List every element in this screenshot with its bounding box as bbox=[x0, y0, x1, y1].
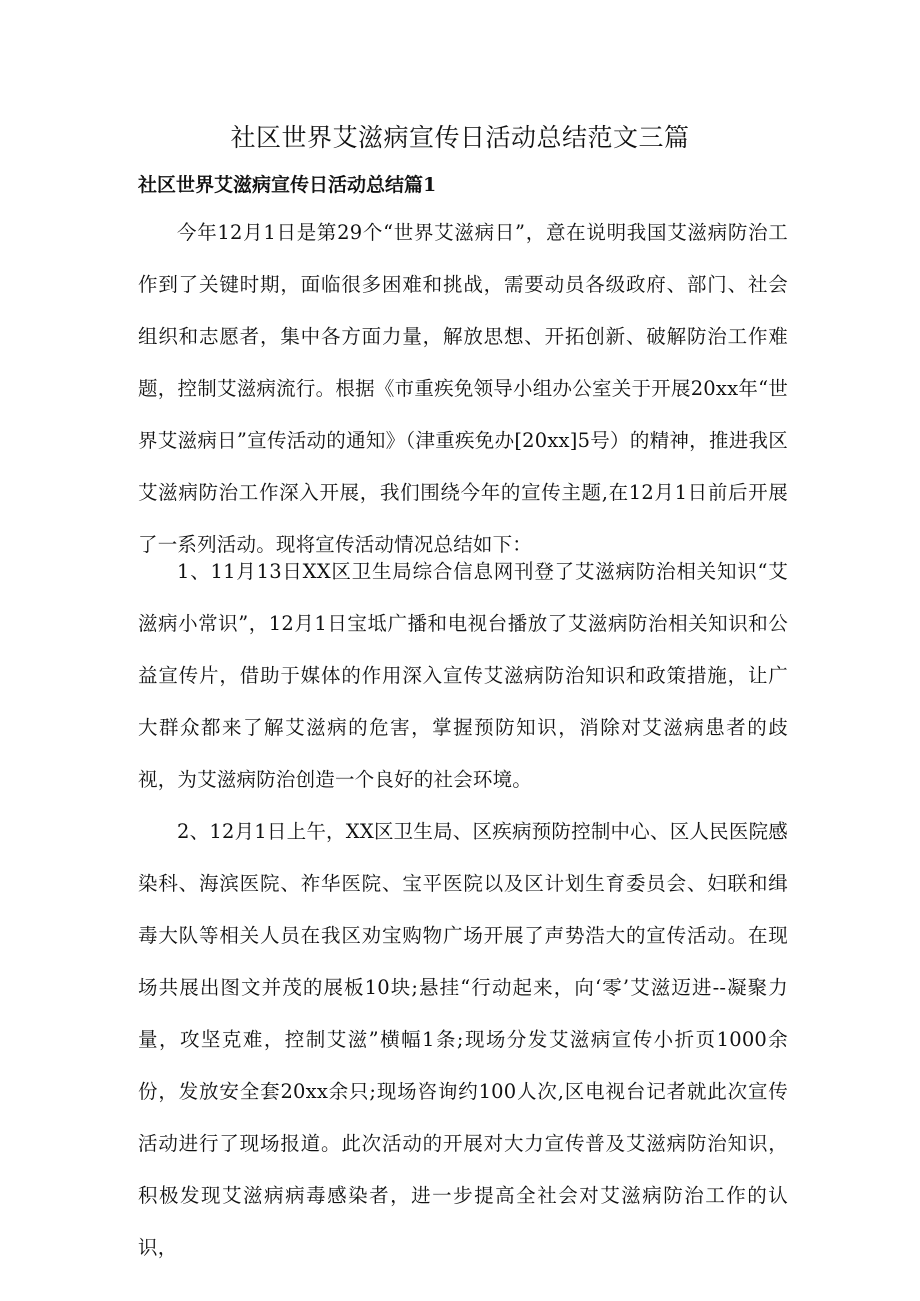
paragraph-intro: 今年12月1日是第29个“世界艾滋病日”，意在说明我国艾滋病防治工作到了关键时期，面临很多困难和挑战，需要动员各级政府、部门、社会组织和志愿者，集中各方面力量，解放思想、开拓创新、破解防治工作难题，控制艾滋病流行。根据《市重疾免领导小组办公室关于开展20xx年“世界艾滋病日”宣传活动的通知》（津重疾免办[20xx]5号）的精神，推进我区艾滋病防治工作深入开展，我们围绕今年的宣传主题,在12月1日前后开展了一系列活动。现将宣传活动情况总结如下： bbox=[138, 221, 788, 556]
paragraph-item-2: 2、12月1日上午，XX区卫生局、区疾病预防控制中心、区人民医院感染科、海滨医院、祚华医院、宝平医院以及区计划生育委员会、妇联和缉毒大队等相关人员在我区劝宝购物广场开展了声势浩大的宣传活动。在现场共展出图文并茂的展板10块;悬挂“行动起来，向‘零’艾滋迈进--凝聚力量，攻坚克难，控制艾滋”横幅1条;现场分发艾滋病宣传小折页1000余份，发放安全套20xx余只;现场咨询约100人次,区电视台记者就此次宣传活动进行了现场报道。此次活动的开展对大力宣传普及艾滋病防治知识，积极发现艾滋病病毒感染者，进一步提高全社会对艾滋病防治工作的认识， bbox=[138, 820, 788, 1259]
document-title: 社区世界艾滋病宣传日活动总结范文三篇 bbox=[230, 123, 690, 152]
paragraph-item-1: 1、11月13日XX区卫生局综合信息网刊登了艾滋病防治相关知识“艾滋病小常识”，12月1日宝坻广播和电视台播放了艾滋病防治相关知识和公益宣传片，借助于媒体的作用深入宣传艾滋病防治知识和政策措施，让广大群众都来了解艾滋病的危害，掌握预防知识，消除对艾滋病患者的歧视，为艾滋病防治创造一个良好的社会环境。 bbox=[138, 560, 788, 791]
section-heading: 社区世界艾滋病宣传日活动总结篇1 bbox=[138, 174, 437, 196]
